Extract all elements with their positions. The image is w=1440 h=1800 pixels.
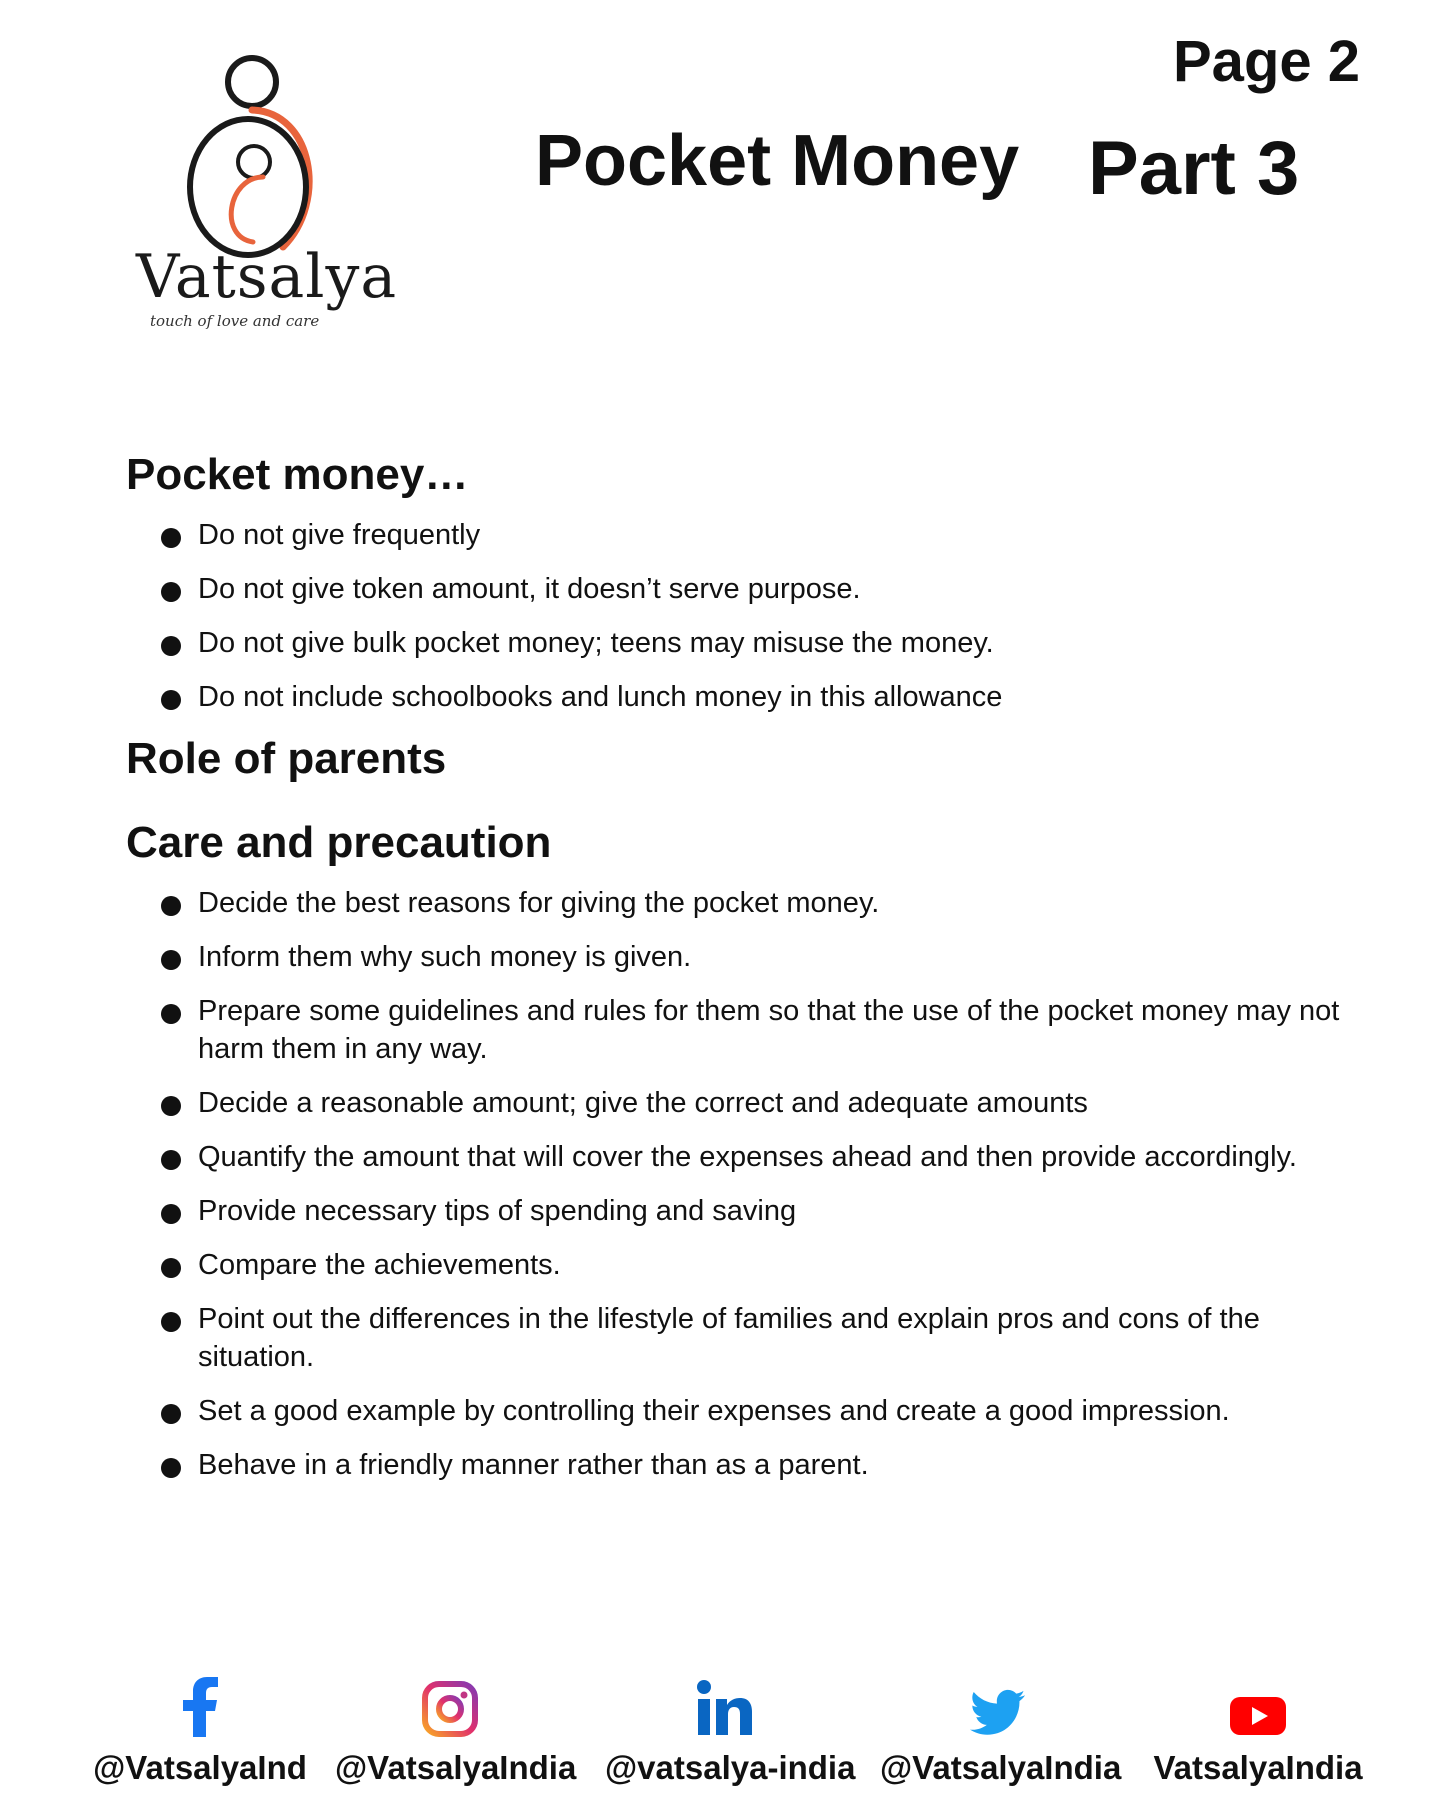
main-content [126, 448, 1386, 1500]
part-label: Part 3 [1088, 126, 1300, 211]
social-instagram[interactable] [335, 1675, 577, 1787]
list-item: Do not give bulk pocket money; teens may misuse the money. [198, 624, 1386, 662]
social-linkedin[interactable] [605, 1675, 856, 1787]
youtube-handle[interactable]: VatsalyaIndia [1153, 1749, 1363, 1786]
twitter-handle[interactable]: @VatsalyaIndia [880, 1749, 1122, 1786]
section-heading-care-and-precaution: Care and precaution [126, 818, 552, 867]
instagram-handle[interactable]: @VatsalyaIndia [335, 1749, 577, 1786]
instagram-icon [335, 1675, 565, 1737]
social-facebook[interactable] [90, 1675, 310, 1787]
list-item: Provide necessary tips of spending and saving [198, 1192, 1386, 1230]
vatsalya-logo [136, 52, 398, 342]
list-item: Behave in a friendly manner rather than as a parent. [198, 1446, 1386, 1484]
logo-tagline: touch of love and care [150, 312, 320, 330]
list-item: Decide the best reasons for giving the pocket money. [198, 884, 1386, 922]
list-item: Compare the achievements. [198, 1246, 1386, 1284]
care-precaution-list [126, 884, 1386, 1484]
pocket-money-list [126, 516, 1386, 716]
youtube-icon [1148, 1675, 1368, 1737]
social-youtube[interactable] [1148, 1675, 1368, 1787]
facebook-handle[interactable]: @VatsalyaInd [93, 1749, 307, 1786]
list-item: Point out the differences in the lifestyle of families and explain pros and cons of the situation. [198, 1300, 1386, 1376]
section-heading-role-of-parents: Role of parents [126, 734, 447, 783]
social-twitter[interactable] [880, 1675, 1122, 1787]
page-number: Page 2 [1173, 29, 1360, 94]
list-item: Quantify the amount that will cover the expenses ahead and then provide accordingly. [198, 1138, 1386, 1176]
page-title: Pocket Money [535, 121, 1020, 201]
list-item: Prepare some guidelines and rules for them so that the use of the pocket money may not harm them in any way. [198, 992, 1386, 1068]
list-item: Decide a reasonable amount; give the correct and adequate amounts [198, 1084, 1386, 1122]
list-item: Do not give token amount, it doesn’t serve purpose. [198, 570, 1386, 608]
section-heading-pocket-money: Pocket money… [126, 450, 469, 499]
twitter-icon [880, 1675, 1115, 1737]
list-item: Do not include schoolbooks and lunch money in this allowance [198, 678, 1386, 716]
linkedin-handle[interactable]: @vatsalya-india [605, 1749, 856, 1786]
linkedin-icon [605, 1675, 845, 1737]
facebook-icon [90, 1675, 310, 1737]
list-item: Do not give frequently [198, 516, 1386, 554]
logo-wordmark: Vatsalya [136, 242, 398, 312]
list-item: Set a good example by controlling their expenses and create a good impression. [198, 1392, 1386, 1430]
vatsalya-logo-icon [168, 52, 328, 262]
list-item: Inform them why such money is given. [198, 938, 1386, 976]
